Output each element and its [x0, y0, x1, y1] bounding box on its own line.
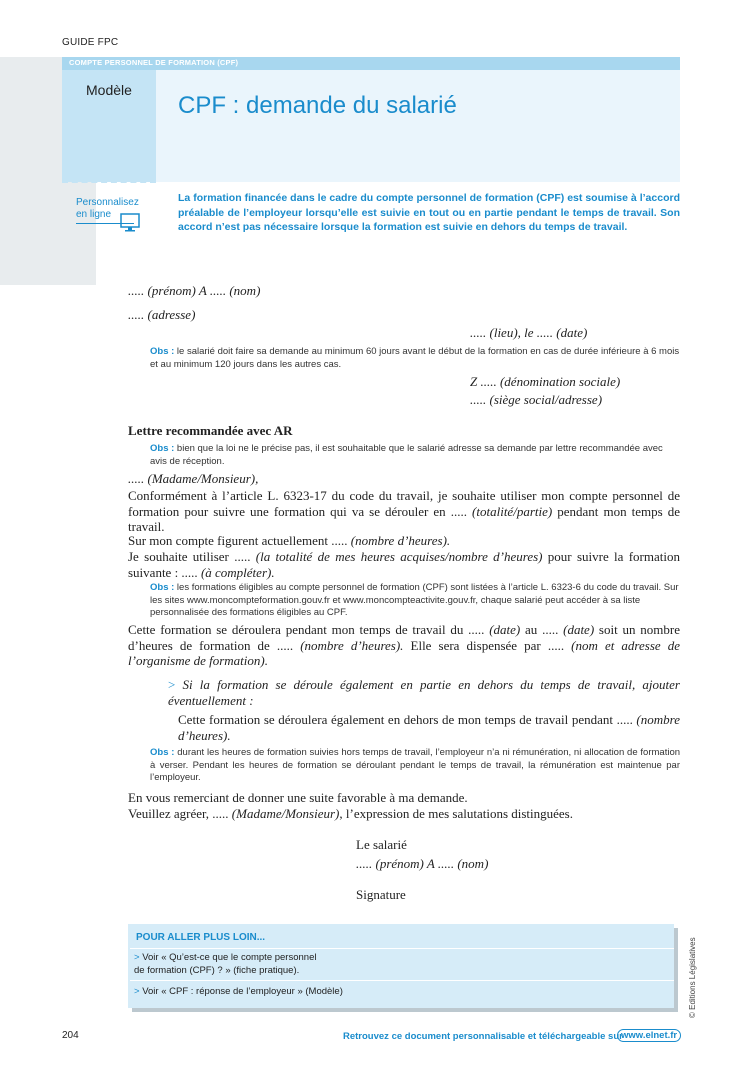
- text-run: Veuillez agréer, .....: [128, 806, 232, 821]
- sender-name: ..... (prénom) A ..... (nom): [128, 283, 261, 298]
- registered-mail-heading: Lettre recommandée avec AR: [128, 423, 293, 438]
- signature-label: Signature: [356, 887, 406, 902]
- paragraph-1: [128, 488, 680, 535]
- section-label: COMPTE PERSONNEL DE FORMATION (CPF): [69, 58, 239, 67]
- section-bar: [62, 57, 680, 70]
- closing-line: [128, 806, 573, 822]
- option-instruction: [168, 677, 680, 708]
- further-reading-title: POUR ALLER PLUS LOIN...: [136, 932, 266, 943]
- text-run: au .....: [520, 622, 564, 637]
- obs-note-2: [150, 443, 680, 468]
- text-run: pendant mon temps de travail.: [128, 503, 681, 534]
- obs-label: Obs :: [150, 443, 175, 454]
- further-link-2[interactable]: [134, 986, 343, 999]
- text-run: (à compléter).: [200, 564, 275, 580]
- further-link-1[interactable]: [134, 952, 316, 977]
- text-run: (totalité/partie): [472, 503, 553, 519]
- text-run: (date): [489, 622, 521, 637]
- thanks-line: En vous remerciant de donner une suite favorable à ma demande.: [128, 790, 468, 805]
- text-run: (la totalité de mes heures acquises/nombre d’heures): [255, 549, 543, 564]
- obs-text: durant les heures de formation suivies hors temps de travail, l’employeur n’a ni rémunération, ni allocation de formation à verser. Pendant les heures de formation se déroulant pendant le temps de travail, la rémunération est maintenue par l’employeur.: [150, 747, 681, 783]
- obs-note-4: [150, 747, 680, 785]
- copyright-text: © Editions Législatives: [688, 937, 697, 1018]
- chevron-icon: >: [134, 986, 140, 997]
- paragraph-2: [128, 533, 450, 549]
- obs-label: Obs :: [150, 582, 175, 593]
- text-run: Sur mon compte figurent actuellement .....: [128, 533, 351, 548]
- chevron-icon: >: [168, 677, 176, 692]
- footer-text: Retrouvez ce document personnalisable et téléchargeable sur: [343, 1031, 623, 1042]
- text-run: pour suivre la formation suivante : .....: [128, 549, 680, 580]
- obs-text: les formations éligibles au compte personnel de formation (CPF) sont listées à l’article L. 6323-6 du code du travail. Sur les sites www.moncompteformation.gouv.fr et www.moncompteactivite.gouv.fr, chaque salarié peut accéder à sa liste personnalisée des formations éligibles au CPF.: [150, 582, 679, 618]
- text-run: Si la formation se déroule également en partie en dehors du temps de travail, ajouter éventuellement :: [168, 677, 680, 708]
- obs-text: le salarié doit faire sa demande au minimum 60 jours avant le début de la formation en cas de durée inférieure à 6 mois et au minimum 120 jours dans les autres cas.: [150, 346, 680, 370]
- text-run: Elle sera dispensée par .....: [403, 637, 572, 653]
- text-run: soit un nombre d’heures de formation de .....: [128, 622, 680, 653]
- text-run: Cette formation se déroulera pendant mon temps de travail du .....: [128, 622, 490, 637]
- text-run: (nom et adresse de l’organisme de formation).: [128, 637, 680, 668]
- text-run: Voir « Qu’est-ce que le compte personnel: [139, 952, 317, 963]
- text-run: (date): [563, 622, 595, 637]
- monitor-icon[interactable]: [120, 212, 140, 234]
- salutation: ..... (Madame/Monsieur),: [128, 471, 259, 486]
- paragraph-3: [128, 549, 680, 580]
- signer-name: ..... (prénom) A ..... (nom): [356, 856, 489, 871]
- text-run: Cette formation se déroulera également en dehors de mon temps de travail pendant .....: [178, 712, 637, 727]
- text-run: , l’expression de mes salutations distinguées.: [339, 806, 573, 821]
- text-run: (nombre d’heures).: [350, 533, 451, 548]
- box-shadow: [674, 928, 678, 1012]
- recipient-address: ..... (siège social/adresse): [470, 392, 603, 407]
- obs-note-1: [150, 346, 680, 371]
- paragraph-4: [128, 622, 680, 669]
- type-label: Modèle: [86, 82, 132, 98]
- sender-address: ..... (adresse): [128, 307, 196, 322]
- intro-text: La formation financée dans le cadre du compte personnel de formation (CPF) est soumise à l’accord préalable de l’employeur lorsqu’elle est suivie en tout ou en partie pendant le temps de travail. Son accord n’est pas nécessaire lorsque la formation est suivie en dehors du temps de travail.: [178, 192, 680, 233]
- option-text: [178, 712, 680, 743]
- title-box: [156, 70, 680, 182]
- obs-note-3: [150, 582, 680, 620]
- obs-label: Obs :: [150, 747, 175, 758]
- place-date: ..... (lieu), le ..... (date): [470, 325, 588, 340]
- dashed-divider: [62, 181, 156, 183]
- text-run: (nombre d’heures).: [300, 637, 404, 653]
- guide-label: GUIDE FPC: [62, 37, 119, 48]
- chevron-icon: >: [134, 952, 140, 963]
- link-line: de formation (CPF) ? » (fiche pratique).: [134, 964, 300, 976]
- text-run: (nombre d’heures).: [178, 712, 680, 743]
- recipient-name: Z ..... (dénomination sociale): [470, 374, 621, 389]
- signer-role: Le salarié: [356, 837, 407, 852]
- obs-text: bien que la loi ne le précise pas, il est souhaitable que le salarié adresse sa demande par lettre recommandée avec avis de réception.: [150, 443, 663, 467]
- further-divider: [130, 980, 674, 981]
- personalize-label-2: en ligne: [76, 209, 112, 220]
- page-title: CPF : demande du salarié: [178, 92, 457, 119]
- text-run: Voir « CPF : réponse de l’employeur » (Modèle): [139, 986, 343, 997]
- link-line: [134, 952, 316, 965]
- obs-label: Obs :: [150, 346, 175, 357]
- box-shadow: [132, 1008, 678, 1012]
- further-divider: [130, 948, 674, 949]
- text-run: Je souhaite utiliser .....: [128, 549, 256, 564]
- page-number: 204: [62, 1030, 79, 1041]
- elnet-link[interactable]: www.elnet.fr: [617, 1029, 681, 1042]
- text-run: (Madame/Monsieur): [231, 806, 340, 821]
- text-run: Conformément à l’article L. 6323-17 du code du travail, je souhaite utiliser mon compte personnel de formation pour suivre une formation qui va se dérouler en .....: [128, 488, 680, 519]
- personalize-label-1: Personnalisez: [76, 197, 139, 208]
